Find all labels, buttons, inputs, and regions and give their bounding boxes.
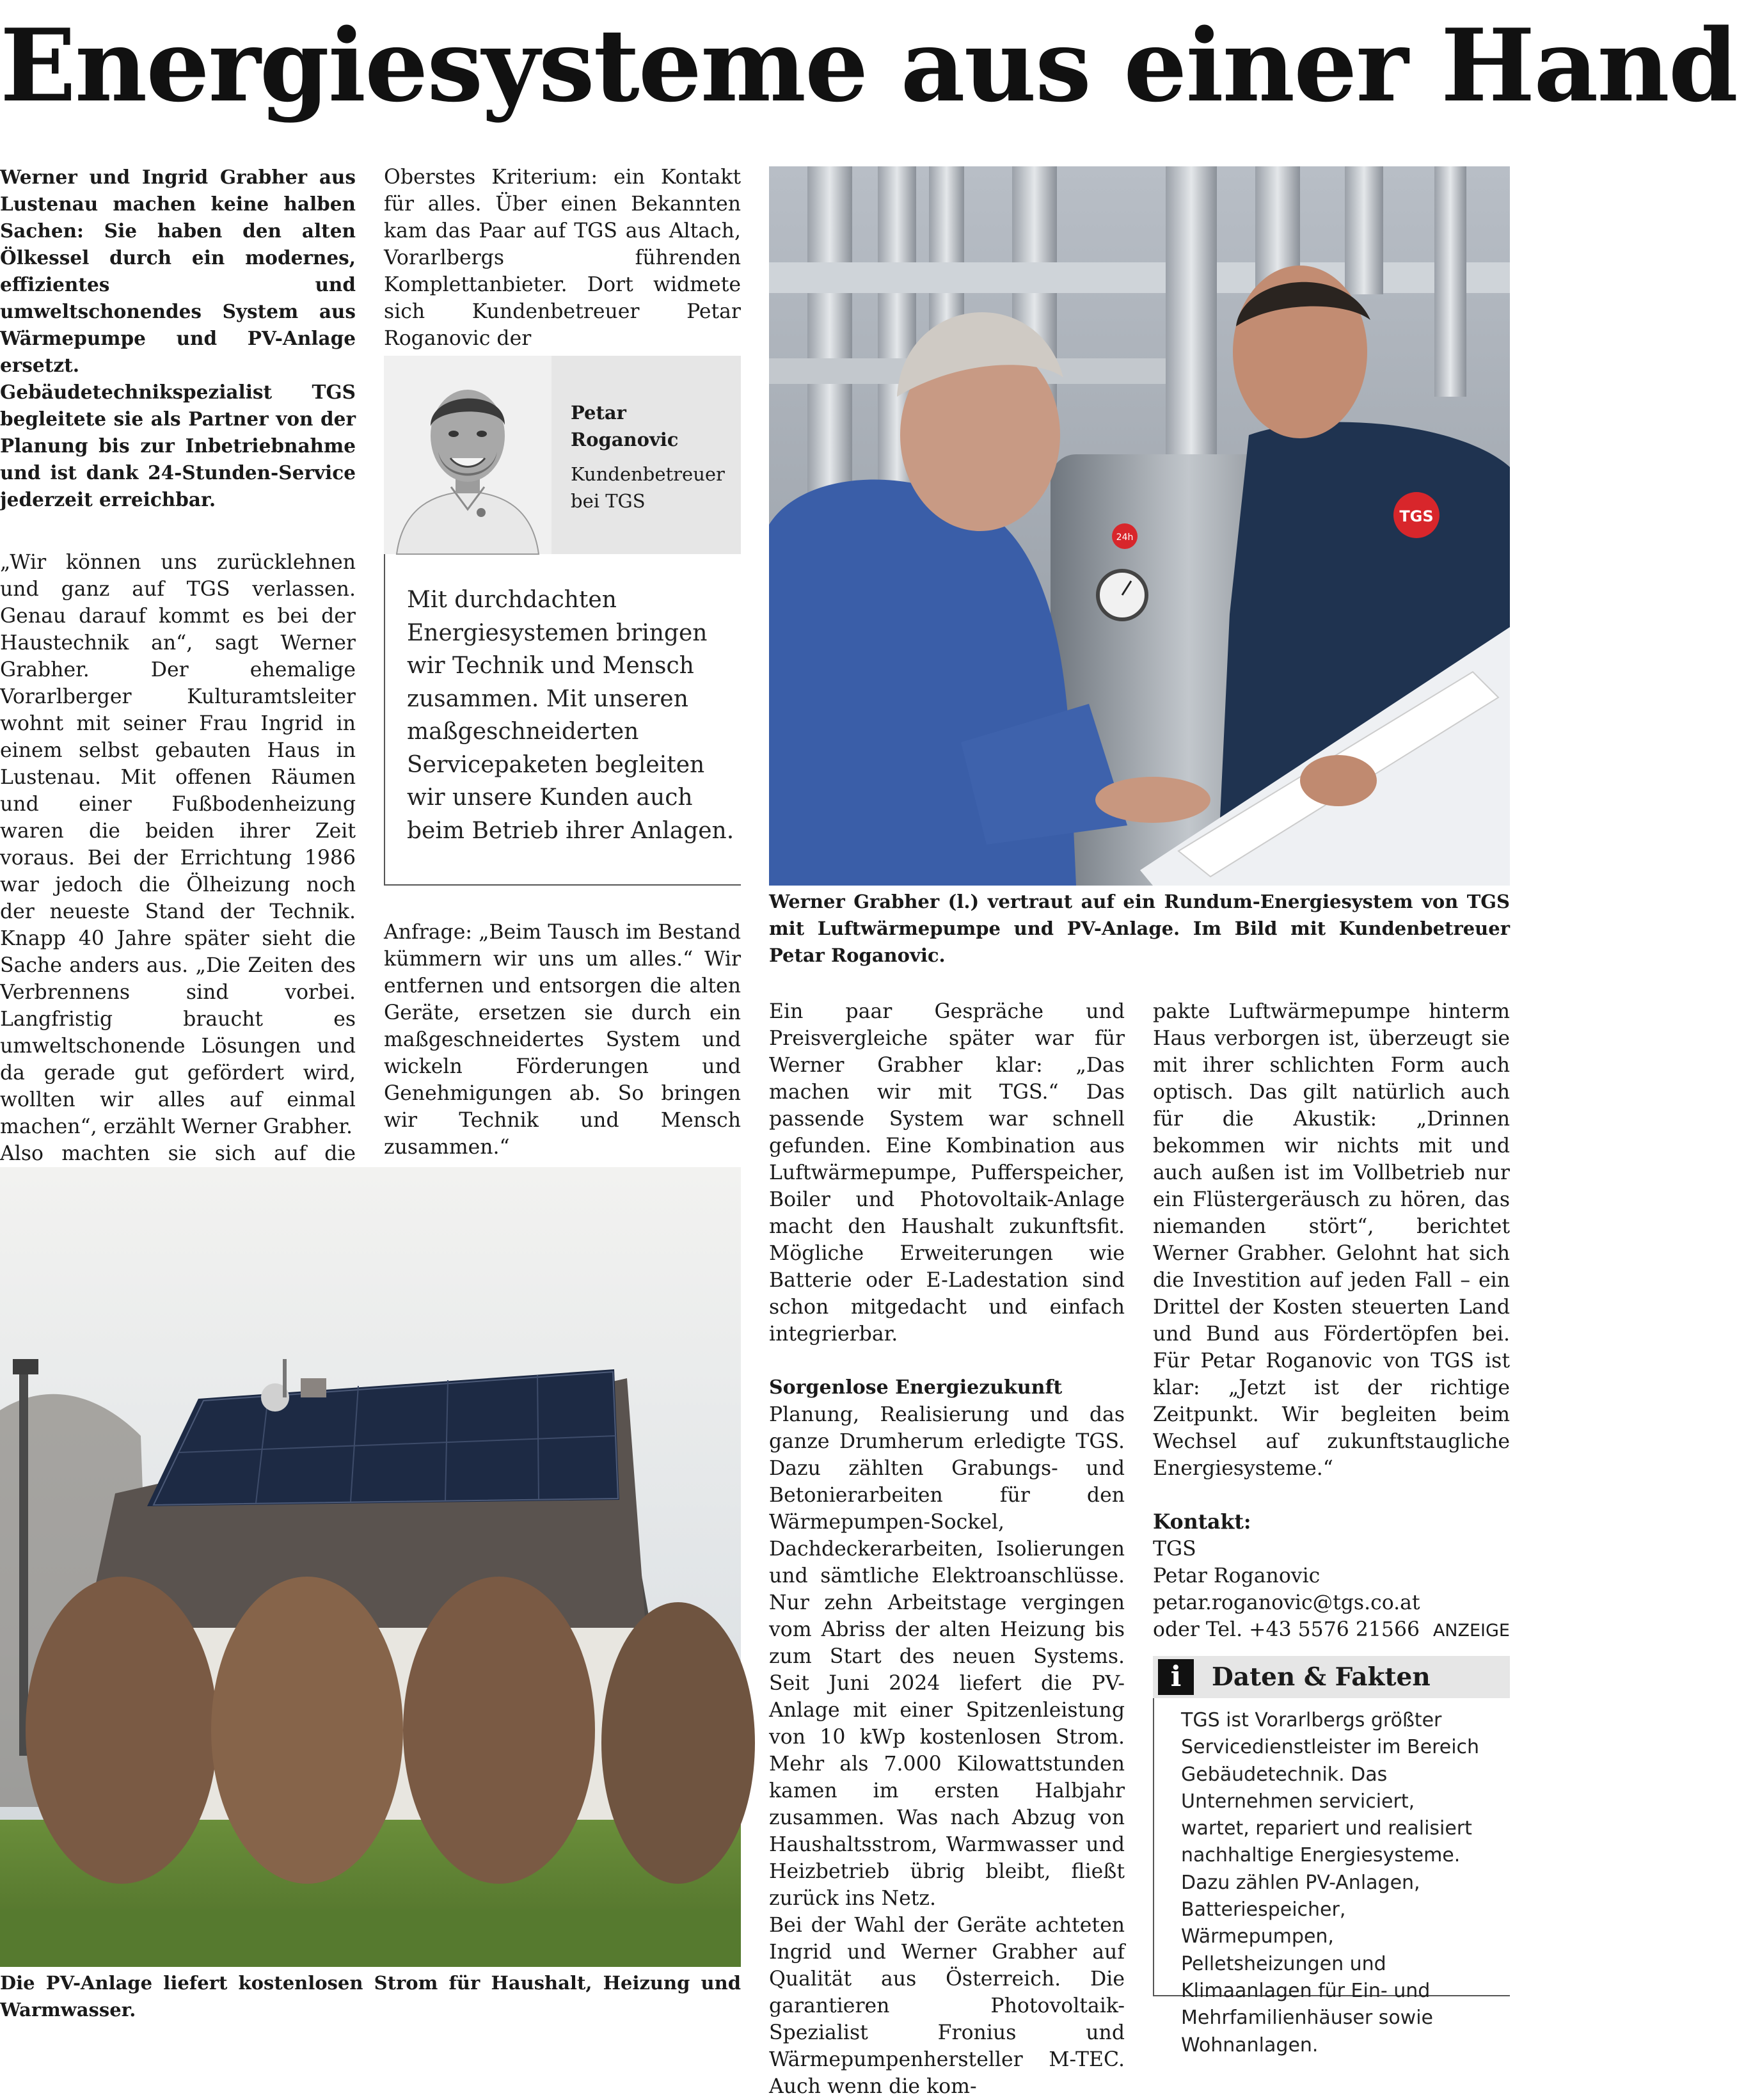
profile-first-name: Petar — [571, 402, 626, 424]
quote-box — [384, 554, 741, 886]
body-paragraph: pakte Luftwärmepumpe hinterm Haus verborgen ist, überzeugt sie mit ihrer schlichten Form auch optisch. Das gilt natürlich auch für die Akustik: „Drinnen bekommen wir nichts mit und auch außen ist im Vollbetrieb nur ein Flüstergeräusch zu hören, das niemanden stört“, berichtet Werner Grabher. Gelohnt hat sich die Investition auf jeden Fall – ein Drittel der Kosten steuerten Land und Bund aus Fördertöpfen bei. Für Petar Roganovic von TGS ist klar: „Jetzt ist der richtige Zeitpunkt. Wir begleiten beim Wechsel auf zukunftstaugliche Energiesysteme.“ — [1153, 1000, 1510, 1480]
photo-house-pv — [0, 1167, 741, 1967]
tgs-logo-text: TGS — [1399, 507, 1434, 525]
column-4 — [1153, 998, 1510, 1644]
body-paragraph: Also machten sie sich auf die — [0, 1142, 356, 1165]
profile-portrait — [384, 356, 551, 554]
body-paragraph: „Wir können uns zurücklehnen und ganz auf TGS verlassen. Genau darauf kommt es bei der Haustechnik an“, sagt Werner Grabher. Der ehemalige Vorarlberger Kulturamtsleiter wohnt mit seiner Frau Ingrid in einem selbst gebauten Haus in Lustenau. Mit offenen Räumen und einer Fußbodenheizung waren die beiden ihrer Zeit voraus. Bei der Errichtung 1986 war jedoch die Ölheizung noch der neueste Stand der Technik. Knapp 40 Jahre später sieht die Sache anders aus. „Die Zeiten des Verbrennens sind vorbei. Langfristig braucht es umweltschonende Lösungen und da gerade gut gefördert wird, wollten wir alles auf einmal machen“, erzählt Werner Grabher. — [0, 551, 356, 1138]
photo-caption: Werner Grabher (l.) vertraut auf ein Rundum-Energiesystem von TGS mit Luftwärmepumpe und PV-Anlage. Im Bild mit Kundenbetreuer Petar Roganovic. — [769, 891, 1510, 966]
profile-box — [384, 356, 741, 554]
tank-badge-text: 24h — [1116, 532, 1134, 543]
facts-title: Daten & Fakten — [1212, 1662, 1431, 1692]
body-paragraph: Anfrage: „Beim Tausch im Bestand kümmern wir uns um alles.“ Wir entfernen und entsorgen die alten Geräte, ersetzen sie durch ein maßgeschneidertes System und wickeln Förderungen und Genehmigungen ab. So bringen wir Technik und Mensch zusammen.“ — [384, 921, 741, 1159]
contact-email[interactable]: petar.roganovic@tgs.co.at — [1153, 1591, 1420, 1614]
column-2-bottom — [384, 919, 741, 1161]
pull-quote: Mit durchdachten Energiesystemen bringen wir Technik und Mensch zusammen. Mit unseren maßgeschneiderten Servicepaketen begleiten wir unsere Kunden auch beim Betrieb ihrer Anlagen. — [407, 587, 734, 844]
subheading: Sorgenlose Energiezukunft — [769, 1376, 1063, 1399]
body-paragraph: Planung, Realisierung und das ganze Drumherum erledigte TGS. Dazu zählten Grabungs- und Betonierarbeiten für den Wärmepumpen-Sockel, Dachdeckerarbeiten, Isolierungen und sämtliche Elektroanschlüsse. Nur zehn Arbeitstage vergingen vom Abriss der alten Heizung bis zum Start des neuen Systems. Seit Juni 2024 liefert die PV-Anlage mit einer Spitzenleistung von 10 kWp kostenlosen Strom. Mehr als 7.000 Kilowattstunden kamen im ersten Halbjahr zusammen. Was nach Abzug von Haushaltsstrom, Warmwasser und Heizbetrieb übrig bleibt, fließt zurück ins Netz. — [769, 1403, 1125, 1910]
contact-block — [1153, 1509, 1510, 1644]
photo-technicians — [769, 166, 1510, 886]
contact-company: TGS — [1153, 1538, 1196, 1561]
facts-body: TGS ist Vorarlbergs größter Servicedienstleister im Bereich Gebäudetechnik. Das Unternehmen serviciert, wartet, repariert und realisiert nachhaltige Energiesysteme. Dazu zählen PV-Anlagen, Batteriespeicher, Wärmepumpen, Pelletsheizungen und Klimaanlagen für Ein- und Mehrfamilienhäuser sowie Wohnanlagen. — [1181, 1709, 1480, 2056]
body-paragraph: Oberstes Kriterium: ein Kontakt für alles. Über einen Bekannten kam das Paar auf TGS aus Altach, Vorarlbergs führenden Komplettanbieter. Dort widmete sich Kundenbetreuer Petar Roganovic der — [384, 166, 741, 350]
column-2-top — [384, 164, 741, 352]
headline: Energiesysteme aus einer Hand — [0, 7, 1737, 124]
info-icon: i — [1158, 1659, 1194, 1695]
profile-role-line-1: Kundenbetreuer — [571, 463, 725, 485]
column-3 — [769, 998, 1125, 2100]
body-paragraph: Ein paar Gespräche und Preisvergleiche später war für Werner Grabher klar: „Das machen wir mit TGS.“ Das passende System war schnell gefunden. Eine Kombination aus Luftwärmepumpe, Pufferspeicher, Boiler und Photovoltaik-Anlage macht den Haushalt zukunftsfit. Mögliche Erweiterungen wie Batterie oder E-Ladestation sind schon mitgedacht und einfach integrierbar. — [769, 1000, 1125, 1346]
contact-label: Kontakt: — [1153, 1510, 1251, 1534]
body-paragraph: Bei der Wahl der Geräte achteten Ingrid und Werner Grabher auf Qualität aus Österreich. Die garantieren Photovoltaik-Spezialist Fronius und Wärmepumpenhersteller M-TEC. Auch wenn die kom- — [769, 1914, 1125, 2098]
photo-caption: Die PV-Anlage liefert kostenlosen Strom für Haushalt, Heizung und Warmwasser. — [0, 1972, 741, 2021]
contact-name: Petar Roganovic — [1153, 1564, 1321, 1587]
profile-role-line-2: bei TGS — [571, 490, 646, 512]
facts-box-header — [1153, 1656, 1510, 1698]
lead-paragraph: Werner und Ingrid Grabher aus Lustenau machen keine halben Sachen: Sie haben den alten Ölkessel durch ein modernes, effizientes und umweltschonendes System aus Wärmepumpe und PV-Anlage ersetzt. Gebäudetechnikspezialist TGS begleitete sie als Partner von der Planung bis zur Inbetriebnahme und ist dank 24-Stunden-Service jederzeit erreichbar. — [0, 166, 356, 511]
ad-label: ANZEIGE — [1432, 1621, 1510, 1641]
contact-phone[interactable]: oder Tel. +43 5576 21566 — [1153, 1618, 1420, 1641]
facts-box — [1153, 1698, 1510, 2056]
profile-last-name: Roganovic — [571, 429, 679, 450]
column-1 — [0, 164, 356, 1221]
